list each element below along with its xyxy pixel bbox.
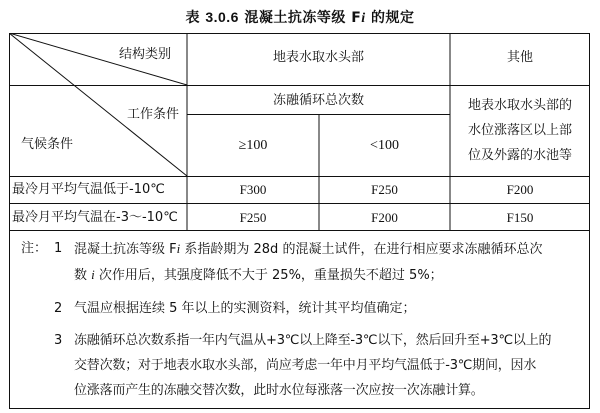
- row-1-ge100: F300: [239, 182, 267, 197]
- table-title: [0, 7, 600, 27]
- header-other-desc: [450, 93, 590, 168]
- row-1-other: F200: [506, 182, 534, 197]
- table-number: 3.0.6: [205, 9, 239, 25]
- title-prefix: 表: [185, 10, 206, 26]
- header-col-main: 地表水取水头部: [272, 50, 364, 65]
- header-climate-condition: 气候条件: [21, 137, 74, 152]
- frost-grade-table: [9, 33, 590, 231]
- header-ge100: ≥100: [238, 137, 268, 153]
- header-col-other: 其他: [506, 50, 533, 65]
- notes-label: 注：: [21, 241, 48, 256]
- note-1-italic-i-2: i: [91, 267, 95, 282]
- note-1-line-1: [74, 236, 542, 263]
- note-3-line-2: 交替次数；对于地表水取水头部，尚应考虑一年中月平均气温低于-3℃期间，因水: [74, 358, 537, 373]
- row-2-other: F150: [506, 209, 534, 225]
- other-desc-line-2: 水位涨落区以上部: [467, 123, 572, 138]
- title-italic-i: i: [361, 11, 366, 26]
- row-1-lt100: F250: [371, 182, 398, 197]
- header-cycle-total: 冻融循环总次数: [272, 93, 364, 108]
- note-1-text-a: 混凝土抗冻等级 F: [74, 242, 177, 257]
- note-2-number: 2: [54, 301, 63, 316]
- title-suffix: 的规定: [365, 10, 415, 26]
- title-main: 混凝土抗冻等级 F: [238, 10, 362, 26]
- row-1-climate: 最冷月平均气温低于-10℃: [12, 182, 165, 197]
- other-desc-line-1: 地表水取水头部的: [467, 98, 572, 113]
- row-2-climate: 最冷月平均气温在-3～-10℃: [12, 209, 178, 225]
- note-1-text-b: 系指龄期为 28d 的混凝土试件，在进行相应要求冻融循环总次: [180, 242, 543, 257]
- header-structure-type: 结构类别: [119, 47, 172, 62]
- row-2-ge100: F250: [239, 209, 267, 225]
- note-3-number: 3: [54, 333, 63, 348]
- row-2-lt100: F200: [371, 209, 398, 225]
- note-3-line-1: 冻融循环总次数系指一年内气温从+3℃以上降至-3℃以下，然后回升至+3℃以上的: [74, 333, 552, 348]
- note-3-line-3: 位涨落而产生的冻融交替次数，此时水位每涨落一次应按一次冻融计算。: [74, 383, 484, 398]
- note-1-number: 1: [54, 241, 63, 256]
- note-1-italic-i: i: [176, 241, 181, 256]
- note-1-line-2: [74, 262, 443, 289]
- note-1-text-d: 次作用后，其强度降低不大于 25%，重量损失不超过 5%；: [94, 268, 443, 283]
- note-2-text: 气温应根据连续 5 年以上的实测资料，统计其平均值确定；: [74, 301, 416, 316]
- header-lt100: <100: [370, 137, 399, 153]
- header-work-condition: 工作条件: [127, 107, 180, 122]
- note-1-text-c: 数: [74, 268, 92, 283]
- other-desc-line-3: 位及外露的水池等: [467, 148, 572, 163]
- table-notes: [9, 231, 590, 409]
